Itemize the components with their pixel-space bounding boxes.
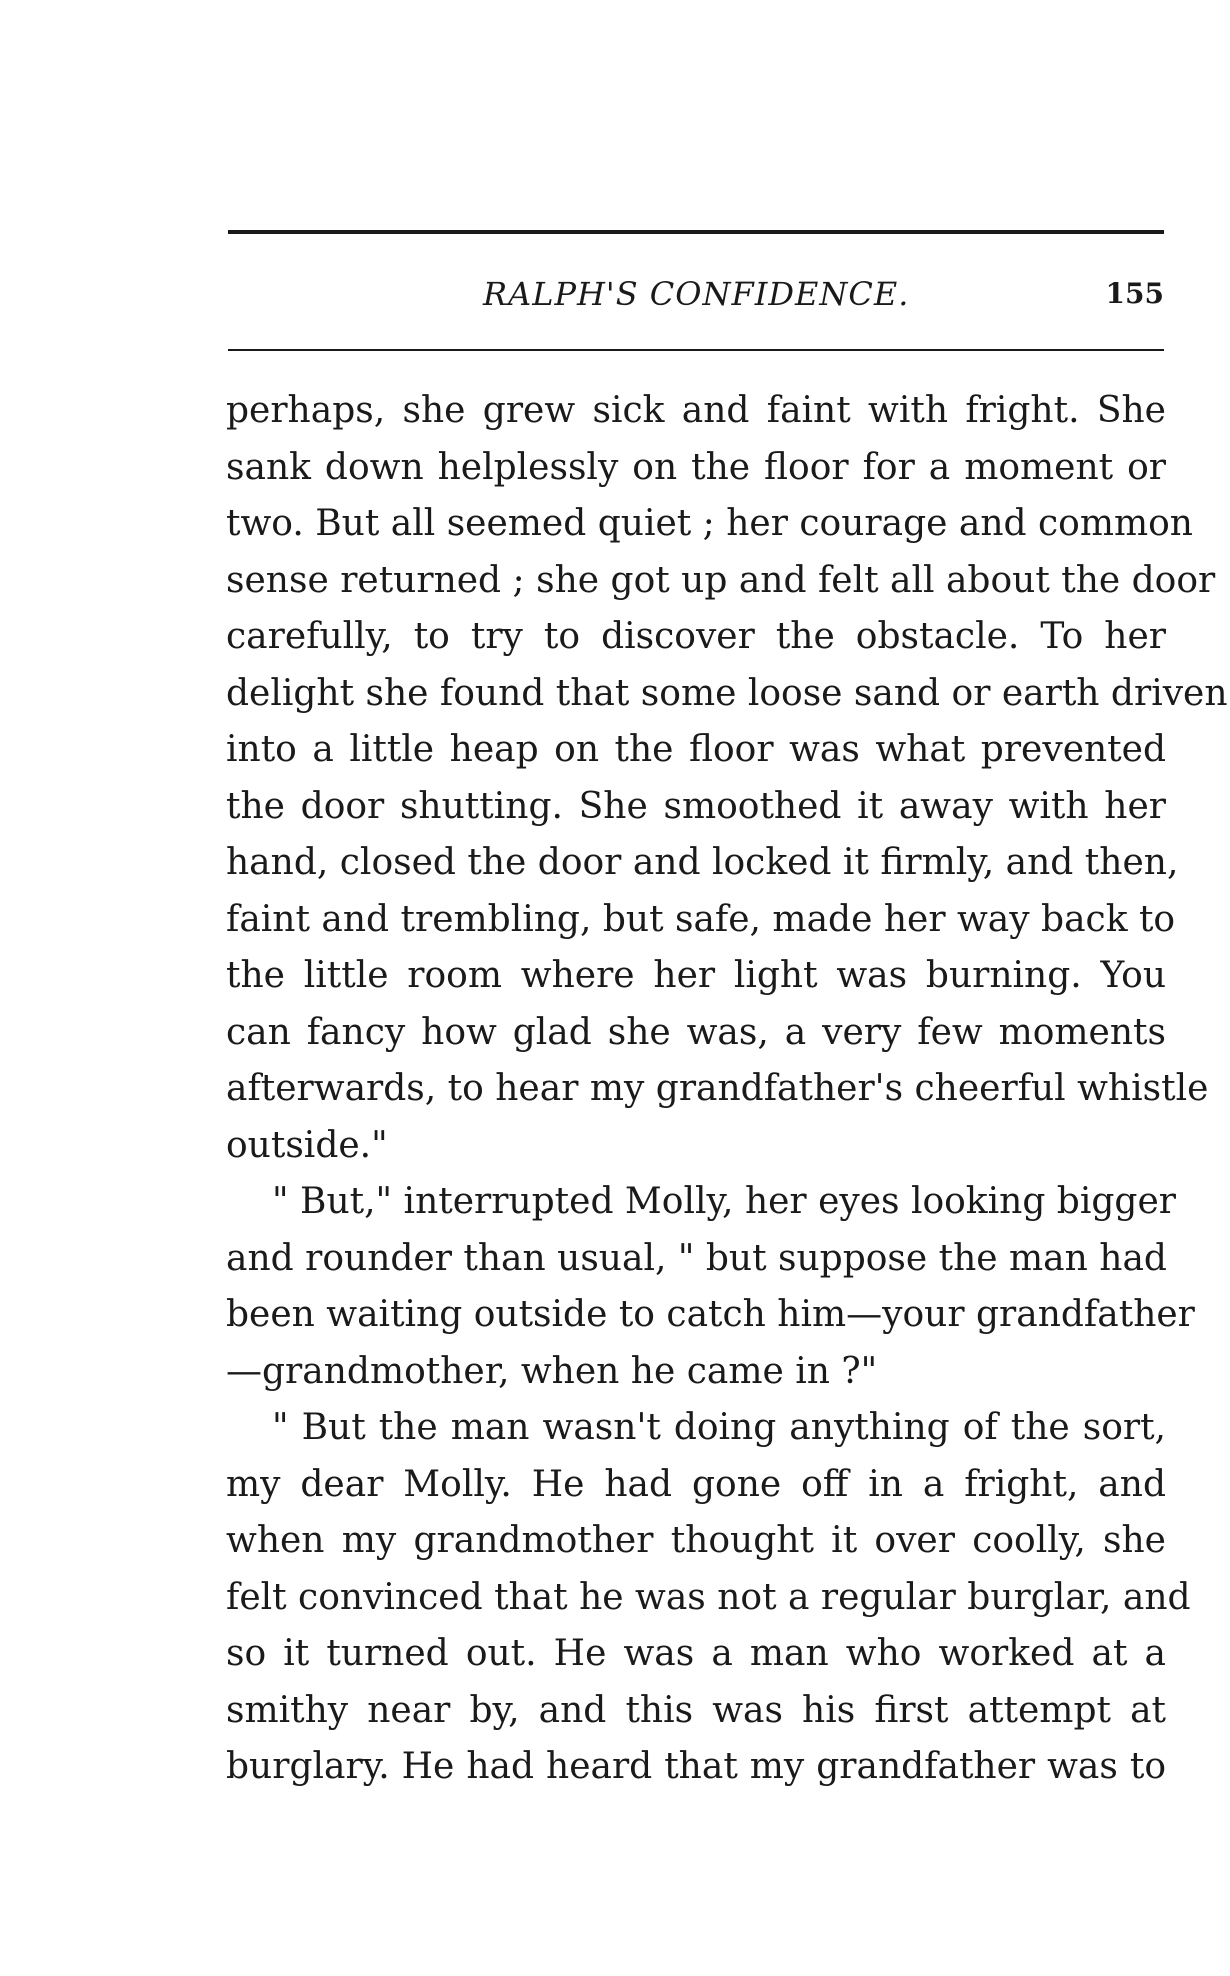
header-rule-bottom: [228, 349, 1164, 351]
text-line: afterwards, to hear my grandfather's cheerful whistle: [226, 1068, 1209, 1109]
text-line: burglary. He had heard that my grandfather was to: [226, 1746, 1166, 1787]
text-line: sense returned ; she got up and felt all about the door: [226, 559, 1216, 601]
text-line: carefully, to try to discover the obstacle. To her: [226, 616, 1166, 657]
text-line: felt convinced that he was not a regular burglar, and: [226, 1576, 1191, 1618]
text-line: can fancy how glad she was, a very few moments: [226, 1011, 1166, 1053]
text-line: been waiting outside to catch him—your grandfather: [226, 1294, 1195, 1335]
text-line: two. But all seemed quiet ; her courage and common: [226, 503, 1193, 544]
text-line: " But the man wasn't doing anything of the sort,: [272, 1407, 1166, 1448]
body-text: [226, 383, 1228, 1796]
text-line: and rounder than usual, " but suppose the man had: [226, 1237, 1167, 1279]
page-number: 155: [1105, 277, 1164, 310]
text-line: outside.": [226, 1124, 388, 1166]
text-line: sank down helplessly on the floor for a moment or: [226, 446, 1166, 488]
text-line: —grandmother, when he came in ?": [226, 1350, 878, 1392]
text-line: when my grandmother thought it over coolly, she: [226, 1520, 1166, 1561]
running-title: RALPH'S CONFIDENCE.: [483, 275, 910, 313]
text-line: perhaps, she grew sick and faint with fright. She: [226, 390, 1166, 431]
text-line: so it turned out. He was a man who worked at a: [226, 1633, 1166, 1674]
text-line: smithy near by, and this was his first attempt at: [226, 1689, 1166, 1731]
text-line: hand, closed the door and locked it firmly, and then,: [226, 842, 1179, 883]
text-line: the little room where her light was burning. You: [226, 955, 1166, 996]
text-line: into a little heap on the floor was what prevented: [226, 729, 1166, 770]
text-line: " But," interrupted Molly, her eyes looking bigger: [272, 1181, 1176, 1222]
header-rule-top: [228, 230, 1164, 234]
text-line: delight she found that some loose sand or earth driven: [226, 672, 1228, 714]
text-line: my dear Molly. He had gone off in a fright, and: [226, 1463, 1166, 1505]
running-head: [228, 275, 1164, 325]
text-line: faint and trembling, but safe, made her way back to: [226, 898, 1176, 940]
text-line: the door shutting. She smoothed it away with her: [226, 785, 1166, 827]
